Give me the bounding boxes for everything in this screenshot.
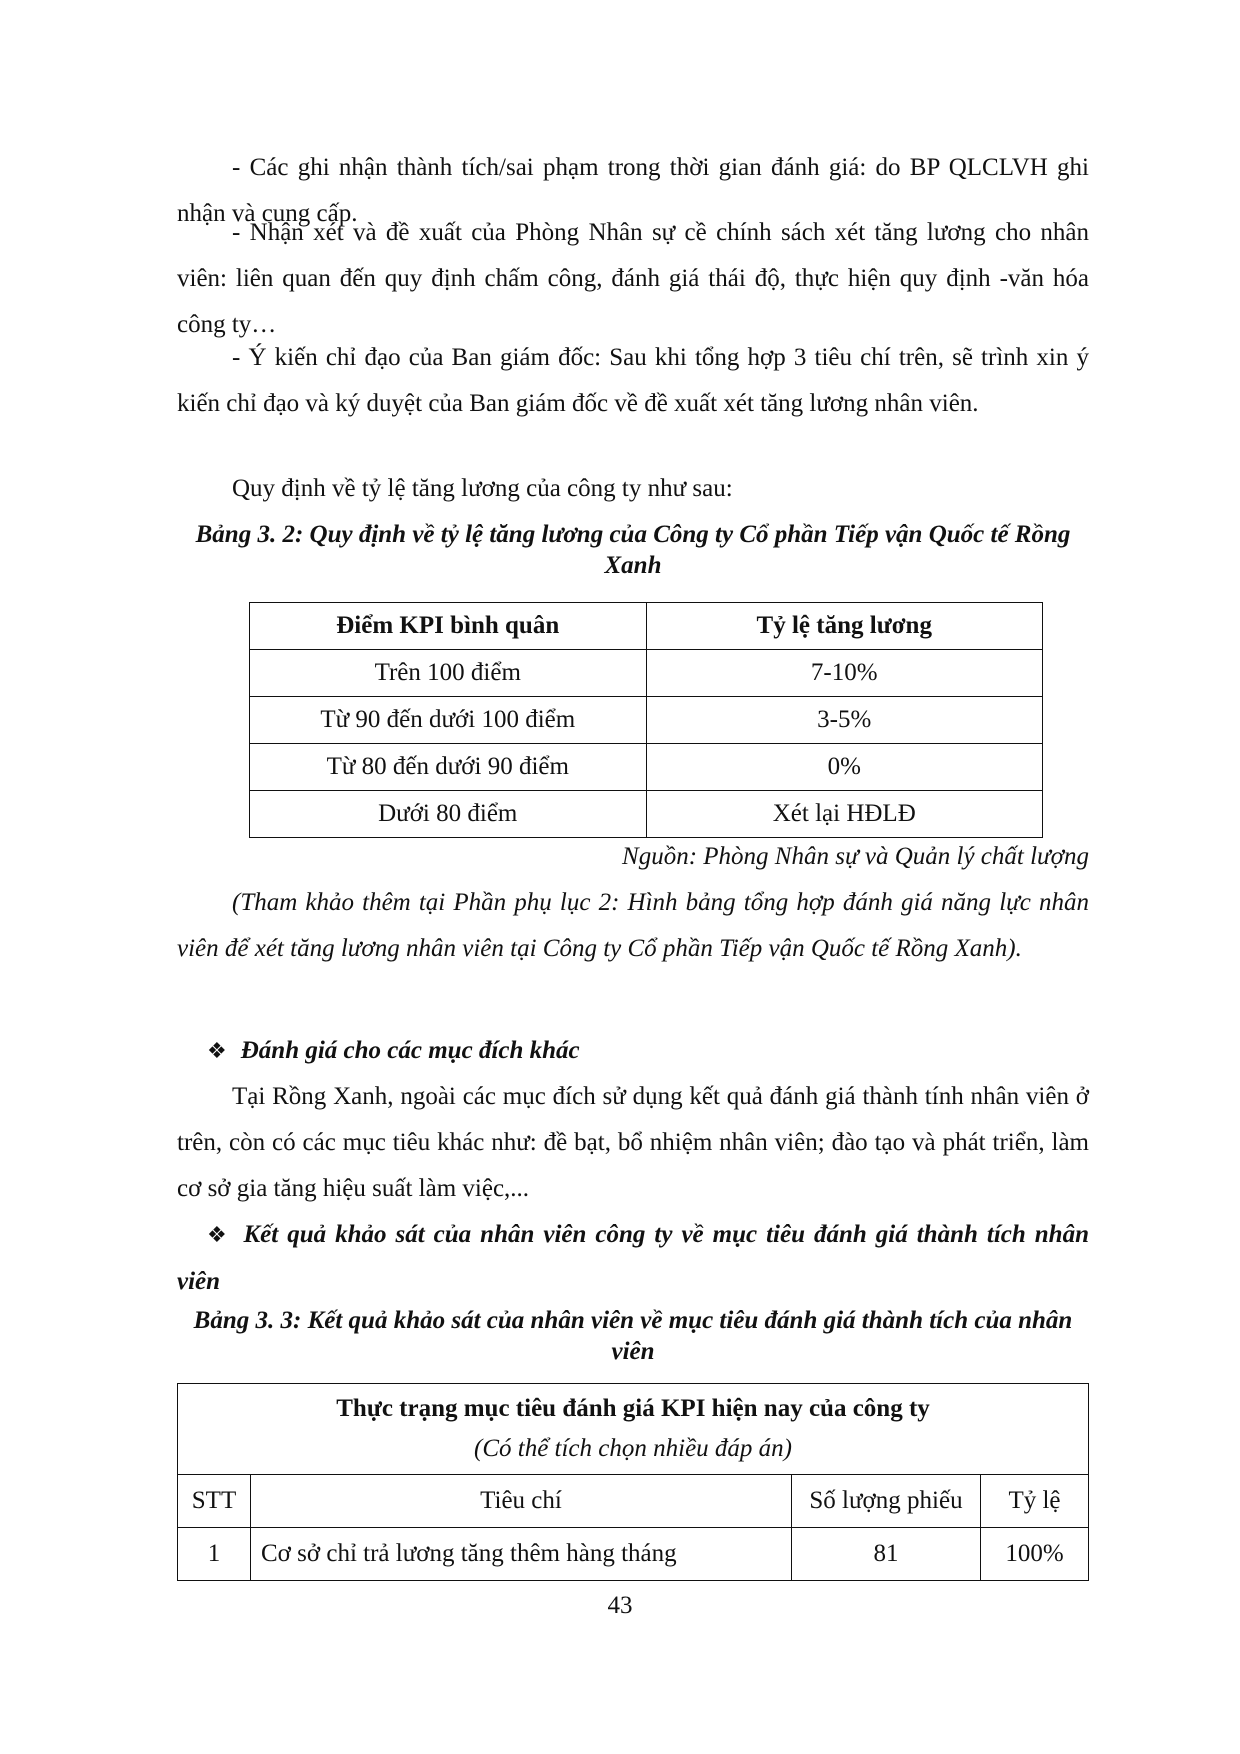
paragraph-board-opinion: - Ý kiến chỉ đạo của Ban giám đốc: Sau khi tổng hợp 3 tiêu chí trên, sẽ trình xin ý kiến chỉ đạo và ký duyệt của Ban giám đốc về đề xuất xét tăng lương nhân viên. [177,344,1089,417]
header-stt: STT [178,1475,251,1528]
table-cell: 0% [646,744,1043,791]
table-subtitle: (Có thể tích chọn nhiều đáp án) [474,1435,792,1462]
table-row [178,1528,1089,1581]
diamond-bullet-icon: ❖ [207,1223,230,1248]
table-cell: Dưới 80 điểm [250,791,647,838]
table-cell: Xét lại HĐLĐ [646,791,1043,838]
table-header-row [178,1475,1089,1528]
table-row [250,791,1043,838]
section-heading-text: Đánh giá cho các mục đích khác [240,1037,580,1064]
table-title-row [178,1384,1089,1475]
paragraph-other-purposes: Tại Rồng Xanh, ngoài các mục đích sử dụng kết quả đánh giá thành tính nhân viên ở trên, còn có các mục tiêu khác như: đề bạt, bổ nhiệm nhân viên; đào tạo và phát triển, làm cơ sở gia tăng hiệu suất làm việc,... [177,1083,1089,1202]
header-rate: Tỷ lệ [981,1475,1089,1528]
header-criteria: Tiêu chí [251,1475,792,1528]
table-title: Thực trạng mục tiêu đánh giá KPI hiện nay của công ty [336,1395,930,1422]
table-row [250,650,1043,697]
reference-note: (Tham khảo thêm tại Phần phụ lục 2: Hình bảng tổng hợp đánh giá năng lực nhân viên để xét tăng lương nhân viên tại Công ty Cổ phần Tiếp vận Quốc tế Rồng Xanh). [177,889,1089,962]
page-number: 43 [607,1592,633,1619]
table1-caption: Bảng 3. 2: Quy định về tỷ lệ tăng lương của Công ty Cổ phần Tiếp vận Quốc tế Rồng Xanh [195,521,1071,579]
header-increase-rate: Tỷ lệ tăng lương [646,603,1043,650]
table-title-cell [178,1384,1089,1475]
table-cell: 3-5% [646,697,1043,744]
diamond-bullet-icon: ❖ [207,1039,227,1064]
section-survey-heading [177,1212,1089,1305]
section-other-purposes-heading [177,1028,1089,1075]
salary-increase-table [249,602,1043,838]
table-cell: Trên 100 điểm [250,650,647,697]
table-row [250,744,1043,791]
table-cell: 81 [792,1528,981,1581]
table-cell: Từ 80 đến dưới 90 điểm [250,744,647,791]
table-header-row [250,603,1043,650]
table-cell: 100% [981,1528,1089,1581]
paragraph-salary-intro: Quy định về tỷ lệ tăng lương của công ty như sau: [232,475,733,502]
table-cell: Từ 90 đến dưới 100 điểm [250,697,647,744]
header-vote-count: Số lượng phiếu [792,1475,981,1528]
table-cell: Cơ sở chỉ trả lương tăng thêm hàng tháng [251,1528,792,1581]
table-cell: 7-10% [646,650,1043,697]
table-row [250,697,1043,744]
paragraph-hr-comments: - Nhận xét và đề xuất của Phòng Nhân sự cề chính sách xét tăng lương cho nhân viên: liên quan đến quy định chấm công, đánh giá thái độ, thực hiện quy định -văn hóa công ty… [177,219,1089,338]
survey-results-table [177,1383,1089,1581]
header-kpi-score: Điểm KPI bình quân [250,603,647,650]
table-cell: 1 [178,1528,251,1581]
paragraph-achievements: - Các ghi nhận thành tích/sai phạm trong thời gian đánh giá: do BP QLCLVH ghi nhận và cung cấp. [177,154,1089,227]
section-heading-text: Kết quả khảo sát của nhân viên công ty về mục tiêu đánh giá thành tích nhân viên [177,1221,1089,1295]
table2-caption: Bảng 3. 3: Kết quả khảo sát của nhân viên về mục tiêu đánh giá thành tích của nhân viên [193,1307,1073,1365]
table1-source: Nguồn: Phòng Nhân sự và Quản lý chất lượng [622,843,1089,870]
